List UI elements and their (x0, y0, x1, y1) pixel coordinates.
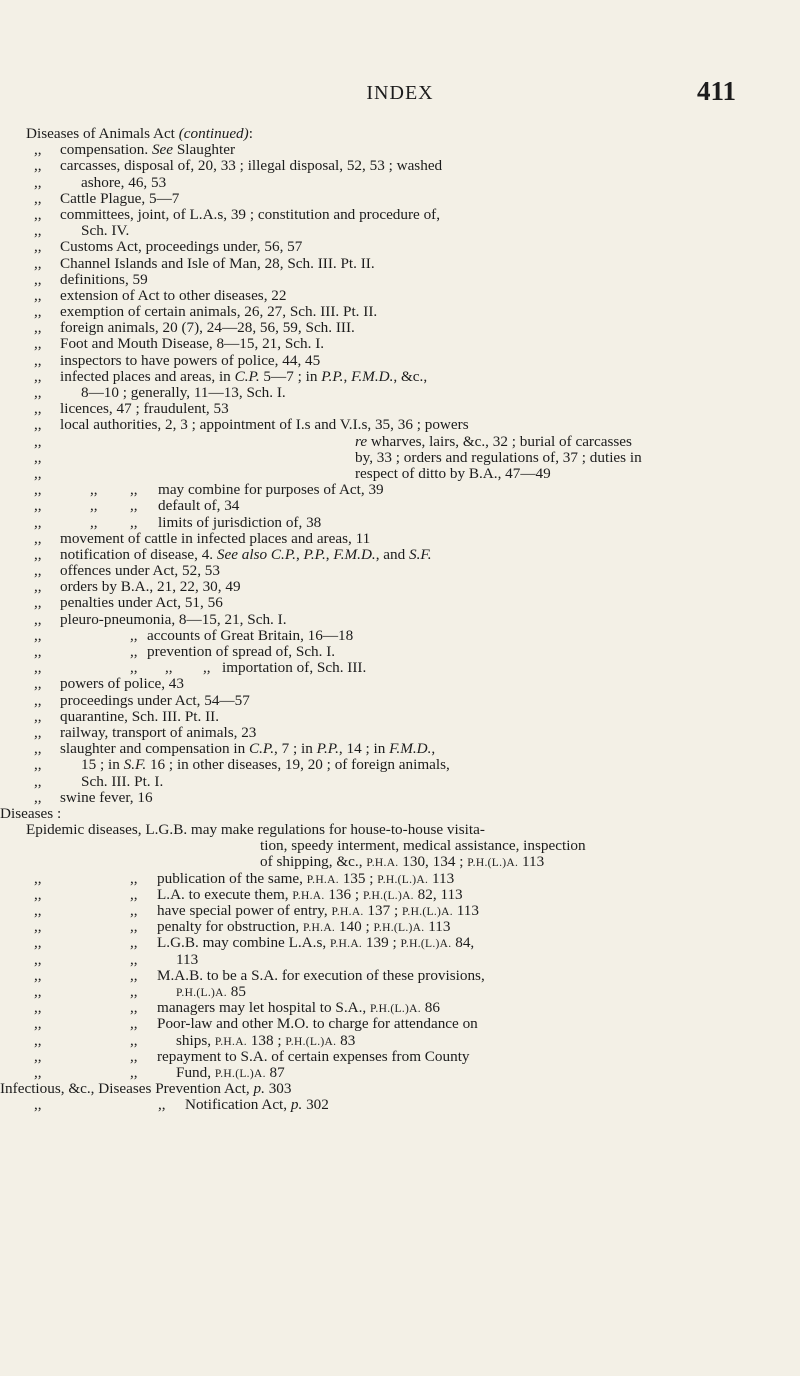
ditto-mark: ,, (34, 885, 42, 903)
ditto-mark: ,, (165, 659, 173, 677)
index-entry-text: Poor-law and other M.O. to charge for attendance on (157, 1015, 478, 1033)
index-entry-text: Notification Act, p. 302 (185, 1096, 329, 1114)
index-line (26, 887, 786, 903)
ditto-mark: ,, (130, 918, 138, 936)
ditto-mark: ,, (158, 1096, 166, 1114)
index-body (0, 125, 786, 1114)
index-entry-text: 15 ; in S.F. 16 ; in other diseases, 19, 20 ; of foreign animals, (81, 756, 450, 774)
index-line (26, 919, 786, 935)
index-entry-text: proceedings under Act, 54—57 (60, 691, 250, 709)
ditto-mark: ,, (34, 400, 42, 418)
index-entry-text: committees, joint, of L.A.s, 39 ; constitution and procedure of, (60, 205, 441, 223)
ditto-mark: ,, (34, 189, 42, 207)
page-header (0, 76, 800, 116)
ditto-mark: ,, (130, 966, 138, 984)
index-entry-text: notification of disease, 4. See also C.P., P.P., F.M.D., and S.F. (60, 545, 432, 563)
ditto-mark: ,, (203, 659, 211, 677)
index-line (26, 725, 786, 741)
index-entry-text: have special power of entry, P.H.A. 137 ; P.H.(L.)A. 113 (157, 902, 479, 919)
ditto-mark: ,, (130, 934, 138, 952)
ditto-mark: ,, (34, 756, 42, 774)
ditto-mark: ,, (34, 497, 42, 515)
index-line (26, 1065, 786, 1081)
index-line (26, 854, 786, 870)
index-entry-text: orders by B.A., 21, 22, 30, 49 (60, 578, 241, 596)
index-line (26, 336, 786, 352)
index-entry-text: 8—10 ; generally, 11—13, Sch. I. (81, 384, 286, 401)
ditto-mark: ,, (34, 481, 42, 499)
index-line (26, 709, 786, 725)
index-entry-text: Infectious, &c., Diseases Prevention Act, p. 303 (0, 1080, 292, 1098)
index-line (26, 1033, 786, 1049)
index-entry-text: default of, 34 (158, 497, 240, 515)
ditto-mark: ,, (130, 869, 138, 887)
index-entry-text: local authorities, 2, 3 ; appointment of I.s and V.I.s, 35, 36 ; powers (60, 416, 469, 434)
ditto-mark: ,, (130, 626, 138, 644)
ditto-mark: ,, (34, 286, 42, 304)
index-entry-text: licences, 47 ; fraudulent, 53 (60, 400, 229, 418)
index-entry-text: Customs Act, proceedings under, 56, 57 (60, 238, 303, 256)
index-line (26, 434, 786, 450)
index-line (26, 660, 786, 676)
ditto-mark: ,, (34, 367, 42, 385)
index-line (26, 644, 786, 660)
ditto-mark: ,, (34, 222, 42, 240)
index-entry-text: penalties under Act, 51, 56 (60, 594, 223, 612)
index-line (26, 563, 786, 579)
index-line (26, 482, 786, 498)
index-entry-text: slaughter and compensation in C.P., 7 ; in P.P., 14 ; in F.M.D., (60, 740, 436, 758)
index-line (26, 223, 786, 239)
index-entry-text: movement of cattle in infected places and areas, 11 (60, 529, 371, 547)
ditto-mark: ,, (34, 707, 42, 725)
index-line (26, 126, 786, 142)
index-line (26, 1049, 786, 1065)
index-entry-text: foreign animals, 20 (7), 24—28, 56, 59, Sch. III. (60, 319, 355, 337)
index-line (26, 175, 786, 191)
index-line (26, 272, 786, 288)
index-entry-text: extension of Act to other diseases, 22 (60, 286, 287, 304)
index-line (26, 191, 786, 207)
index-line (26, 1097, 786, 1113)
index-entry-text: Foot and Mouth Disease, 8—15, 21, Sch. I. (60, 335, 325, 353)
ditto-mark: ,, (34, 432, 42, 450)
ditto-mark: ,, (34, 1031, 42, 1049)
ditto-mark: ,, (90, 513, 98, 531)
ditto-mark: ,, (130, 513, 138, 531)
ditto-mark: ,, (34, 675, 42, 693)
index-entry-text: L.G.B. may combine L.A.s, P.H.A. 139 ; P.H.(L.)A. 84, (157, 934, 475, 952)
ditto-mark: ,, (34, 141, 42, 159)
ditto-mark: ,, (130, 1031, 138, 1049)
ditto-mark: ,, (90, 497, 98, 515)
ditto-mark: ,, (130, 950, 138, 968)
index-entry-text: Sch. III. Pt. I. (81, 772, 164, 790)
index-line (0, 804, 786, 822)
index-line (26, 353, 786, 369)
index-entry-text: publication of the same, P.H.A. 135 ; P.H.(L.)A. 113 (157, 869, 455, 887)
index-line (26, 288, 786, 304)
ditto-mark: ,, (34, 982, 42, 1000)
ditto-mark: ,, (34, 740, 42, 758)
index-entry-text: pleuro-pneumonia, 8—15, 21, Sch. I. (60, 610, 287, 628)
ditto-mark: ,, (34, 464, 42, 482)
index-line (26, 385, 786, 401)
index-line (26, 256, 786, 272)
ditto-mark: ,, (34, 788, 42, 806)
index-entry-text: limits of jurisdiction of, 38 (158, 513, 322, 531)
index-line (26, 935, 786, 951)
index-entry-text: definitions, 59 (60, 270, 148, 288)
ditto-mark: ,, (34, 270, 42, 288)
index-line (26, 871, 786, 887)
index-entry-text: Channel Islands and Isle of Man, 28, Sch. III. Pt. II. (60, 254, 375, 272)
ditto-mark: ,, (34, 205, 42, 223)
index-entry-text: penalty for obstruction, P.H.A. 140 ; P.H.(L.)A. 113 (157, 918, 451, 936)
index-entry-text: infected places and areas, in C.P. 5—7 ; in P.P., F.M.D., &c., (60, 367, 428, 385)
index-entry-text: ashore, 46, 53 (81, 173, 167, 191)
index-entry-text: importation of, Sch. III. (222, 659, 367, 677)
index-entry-text: managers may let hospital to S.A., P.H.(L.)A. 86 (157, 999, 440, 1017)
index-line (26, 401, 786, 417)
index-line (26, 369, 786, 385)
index-line (26, 417, 786, 433)
ditto-mark: ,, (34, 594, 42, 612)
index-line (26, 757, 786, 773)
index-line (26, 628, 786, 644)
ditto-mark: ,, (34, 173, 42, 191)
ditto-mark: ,, (34, 562, 42, 580)
index-entry-text: ships, P.H.A. 138 ; P.H.(L.)A. 83 (176, 1031, 356, 1049)
index-entry-text: M.A.B. to be a S.A. for execution of these provisions, (157, 966, 485, 984)
index-entry-text: compensation. See Slaughter (60, 141, 236, 159)
ditto-mark: ,, (34, 238, 42, 256)
index-entry-text: by, 33 ; orders and regulations of, 37 ; duties in (355, 448, 642, 466)
ditto-mark: ,, (34, 513, 42, 531)
index-entry-text: powers of police, 43 (60, 675, 184, 693)
index-entry-text: railway, transport of animals, 23 (60, 723, 257, 741)
ditto-mark: ,, (34, 1047, 42, 1065)
ditto-mark: ,, (34, 902, 42, 919)
index-line (26, 612, 786, 628)
ditto-mark: ,, (34, 610, 42, 628)
ditto-mark: ,, (34, 723, 42, 741)
index-entry-text: P.H.(L.)A. 85 (176, 982, 246, 1000)
page-number: 411 (696, 76, 736, 106)
ditto-mark: ,, (130, 982, 138, 1000)
index-line (26, 838, 786, 854)
index-line (26, 968, 786, 984)
ditto-mark: ,, (130, 659, 138, 677)
index-line (26, 158, 786, 174)
index-entry-text: Cattle Plague, 5—7 (60, 189, 180, 207)
ditto-mark: ,, (34, 1096, 42, 1114)
index-line (26, 239, 786, 255)
index-entry-text: inspectors to have powers of police, 44, 45 (60, 351, 321, 369)
ditto-mark: ,, (130, 497, 138, 515)
ditto-mark: ,, (34, 157, 42, 175)
index-entry-text: offences under Act, 52, 53 (60, 562, 220, 580)
index-line (0, 1080, 786, 1098)
ditto-mark: ,, (130, 1047, 138, 1065)
ditto-mark: ,, (34, 319, 42, 337)
index-line (26, 1016, 786, 1032)
ditto-mark: ,, (130, 902, 138, 919)
ditto-mark: ,, (130, 885, 138, 903)
index-line (26, 515, 786, 531)
index-entry-text: re wharves, lairs, &c., 32 ; burial of carcasses (355, 432, 632, 450)
index-line (26, 790, 786, 806)
running-head: INDEX (366, 82, 434, 104)
index-line (26, 822, 786, 838)
index-entry-text: tion, speedy interment, medical assistance, inspection (260, 837, 586, 855)
index-entry-text: 113 (176, 950, 199, 968)
index-line (26, 952, 786, 968)
ditto-mark: ,, (130, 1015, 138, 1033)
index-line (26, 774, 786, 790)
ditto-mark: ,, (34, 545, 42, 563)
ditto-mark: ,, (34, 934, 42, 952)
index-entry-text: L.A. to execute them, P.H.A. 136 ; P.H.(L.)A. 82, 113 (157, 885, 463, 903)
ditto-mark: ,, (34, 303, 42, 321)
index-line (26, 984, 786, 1000)
ditto-mark: ,, (130, 1063, 138, 1081)
index-entry-text: Diseases : (0, 804, 62, 822)
ditto-mark: ,, (34, 966, 42, 984)
index-line (26, 466, 786, 482)
index-line (26, 304, 786, 320)
index-entry-text: prevention of spread of, Sch. I. (147, 643, 336, 660)
ditto-mark: ,, (34, 659, 42, 677)
ditto-mark: ,, (34, 999, 42, 1017)
ditto-mark: ,, (130, 481, 138, 499)
ditto-mark: ,, (34, 416, 42, 434)
index-entry-text: Fund, P.H.(L.)A. 87 (176, 1063, 285, 1081)
index-entry-text: accounts of Great Britain, 16—18 (147, 626, 354, 644)
ditto-mark: ,, (34, 384, 42, 401)
index-entry-text: may combine for purposes of Act, 39 (158, 481, 384, 499)
index-entry-text: quarantine, Sch. III. Pt. II. (60, 707, 220, 725)
ditto-mark: ,, (34, 529, 42, 547)
index-line (26, 547, 786, 563)
ditto-mark: ,, (130, 643, 138, 660)
index-line (26, 142, 786, 158)
ditto-mark: ,, (34, 351, 42, 369)
ditto-mark: ,, (34, 772, 42, 790)
ditto-mark: ,, (34, 918, 42, 936)
index-line (26, 595, 786, 611)
index-line (26, 1000, 786, 1016)
index-entry-text: swine fever, 16 (60, 788, 153, 806)
ditto-mark: ,, (34, 335, 42, 353)
index-entry-text: respect of ditto by B.A., 47—49 (355, 464, 551, 482)
ditto-mark: ,, (34, 643, 42, 660)
index-entry-text: carcasses, disposal of, 20, 33 ; illegal disposal, 52, 53 ; washed (60, 157, 443, 175)
index-line (26, 450, 786, 466)
ditto-mark: ,, (34, 1015, 42, 1033)
ditto-mark: ,, (34, 869, 42, 887)
index-entry-text: repayment to S.A. of certain expenses from County (157, 1047, 470, 1065)
ditto-mark: ,, (34, 578, 42, 596)
ditto-mark: ,, (34, 448, 42, 466)
index-line (26, 903, 786, 919)
ditto-mark: ,, (90, 481, 98, 499)
index-entry-text: Epidemic diseases, L.G.B. may make regulations for house-to-house visita- (26, 821, 485, 839)
index-line (26, 320, 786, 336)
index-entry-text: exemption of certain animals, 26, 27, Sch. III. Pt. II. (60, 303, 378, 321)
index-line (26, 693, 786, 709)
index-line (26, 498, 786, 514)
index-line (26, 579, 786, 595)
ditto-mark: ,, (34, 1063, 42, 1081)
index-line (26, 531, 786, 547)
index-line (26, 741, 786, 757)
index-line (26, 676, 786, 692)
ditto-mark: ,, (34, 691, 42, 709)
index-entry-text: of shipping, &c., P.H.A. 130, 134 ; P.H.(L.)A. 113 (260, 853, 545, 871)
ditto-mark: ,, (34, 254, 42, 272)
index-entry-text: Sch. IV. (81, 222, 130, 240)
ditto-mark: ,, (130, 999, 138, 1017)
ditto-mark: ,, (34, 626, 42, 644)
ditto-mark: ,, (34, 950, 42, 968)
index-line (26, 207, 786, 223)
index-entry-text: Diseases of Animals Act (continued): (26, 125, 253, 142)
